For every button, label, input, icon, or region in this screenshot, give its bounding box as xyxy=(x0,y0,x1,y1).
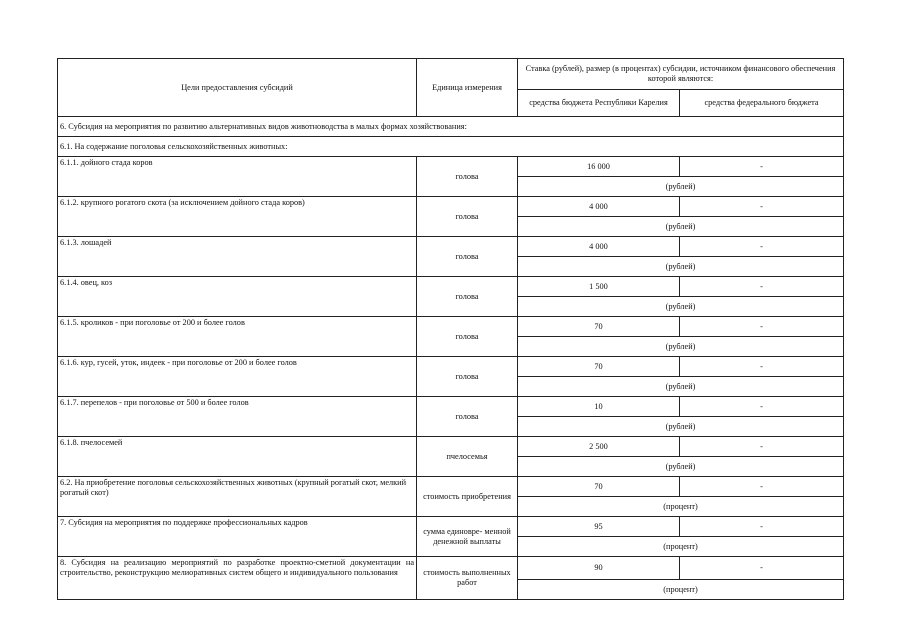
federal-value-cell: - xyxy=(680,277,844,297)
measure-cell: (рублей) xyxy=(518,297,844,317)
federal-value-cell: - xyxy=(680,357,844,377)
unit-cell: голова xyxy=(417,277,518,317)
table-body xyxy=(58,59,844,600)
table-row xyxy=(58,557,844,580)
goal-cell: 7. Субсидия на мероприятия по поддержке профессиональных кадров xyxy=(58,517,417,557)
unit-cell: голова xyxy=(417,397,518,437)
goal-cell: 8. Субсидия на реализацию мероприятий по разработке проектно-сметной документации на строительство, реконструкцию мелиоративных систем общего и индивидуального пользования xyxy=(58,557,417,600)
measure-cell: (рублей) xyxy=(518,417,844,437)
table-row xyxy=(58,517,844,537)
measure-cell: (процент) xyxy=(518,580,844,600)
unit-cell: сумма единовре- менной денежной выплаты xyxy=(417,517,518,557)
regional-value-cell: 70 xyxy=(518,317,680,337)
table-row xyxy=(58,317,844,337)
regional-value-cell: 10 xyxy=(518,397,680,417)
goal-cell: 6.1.8. пчелосемей xyxy=(58,437,417,477)
unit-cell: голова xyxy=(417,197,518,237)
measure-cell: (рублей) xyxy=(518,337,844,357)
table-row xyxy=(58,157,844,177)
unit-cell: стоимость приобретения xyxy=(417,477,518,517)
federal-value-cell: - xyxy=(680,557,844,580)
goal-cell: 6.1.7. перепелов - при поголовье от 500 и более голов xyxy=(58,397,417,437)
measure-cell: (рублей) xyxy=(518,457,844,477)
table-row xyxy=(58,437,844,457)
unit-cell: голова xyxy=(417,237,518,277)
federal-value-cell: - xyxy=(680,517,844,537)
federal-value-cell: - xyxy=(680,237,844,257)
unit-cell: стоимость выполненных работ xyxy=(417,557,518,600)
measure-cell: (рублей) xyxy=(518,377,844,397)
table-row xyxy=(58,237,844,257)
measure-cell: (рублей) xyxy=(518,217,844,237)
regional-value-cell: 2 500 xyxy=(518,437,680,457)
federal-value-cell: - xyxy=(680,317,844,337)
goal-cell: 6.1.2. крупного рогатого скота (за исключением дойного стада коров) xyxy=(58,197,417,237)
header-unit: Единица измерения xyxy=(417,59,518,117)
subsidy-table xyxy=(57,58,844,600)
regional-value-cell: 70 xyxy=(518,357,680,377)
federal-value-cell: - xyxy=(680,157,844,177)
goal-cell: 6.1.3. лошадей xyxy=(58,237,417,277)
table-row xyxy=(58,397,844,417)
header-rate: Ставка (рублей), размер (в процентах) субсидии, источником финансового обеспечения которой являются: xyxy=(518,59,844,90)
measure-cell: (рублей) xyxy=(518,177,844,197)
unit-cell: голова xyxy=(417,317,518,357)
header-goal: Цели предоставления субсидий xyxy=(58,59,417,117)
header-row xyxy=(58,59,844,90)
section-row xyxy=(58,117,844,137)
regional-value-cell: 4 000 xyxy=(518,197,680,217)
regional-value-cell: 95 xyxy=(518,517,680,537)
measure-cell: (процент) xyxy=(518,497,844,517)
table-row xyxy=(58,197,844,217)
regional-value-cell: 90 xyxy=(518,557,680,580)
regional-value-cell: 4 000 xyxy=(518,237,680,257)
goal-cell: 6.1.6. кур, гусей, уток, индеек - при поголовье от 200 и более голов xyxy=(58,357,417,397)
goal-cell: 6.1.5. кроликов - при поголовье от 200 и более голов xyxy=(58,317,417,357)
federal-value-cell: - xyxy=(680,197,844,217)
federal-value-cell: - xyxy=(680,477,844,497)
federal-value-cell: - xyxy=(680,437,844,457)
header-regional: средства бюджета Республики Карелия xyxy=(518,90,680,117)
regional-value-cell: 1 500 xyxy=(518,277,680,297)
section-title: 6. Субсидия на мероприятия по развитию альтернативных видов животноводства в малых формах хозяйствования: xyxy=(58,117,844,137)
section-row xyxy=(58,137,844,157)
section-title: 6.1. На содержание поголовья сельскохозяйственных животных: xyxy=(58,137,844,157)
regional-value-cell: 16 000 xyxy=(518,157,680,177)
federal-value-cell: - xyxy=(680,397,844,417)
unit-cell: пчелосемья xyxy=(417,437,518,477)
goal-cell: 6.2. На приобретение поголовья сельскохозяйственных животных (крупный рогатый скот, мелкий рогатый скот) xyxy=(58,477,417,517)
regional-value-cell: 70 xyxy=(518,477,680,497)
goal-cell: 6.1.4. овец, коз xyxy=(58,277,417,317)
unit-cell: голова xyxy=(417,157,518,197)
header-federal: средства федерального бюджета xyxy=(680,90,844,117)
goal-cell: 6.1.1. дойного стада коров xyxy=(58,157,417,197)
measure-cell: (рублей) xyxy=(518,257,844,277)
unit-cell: голова xyxy=(417,357,518,397)
table-row xyxy=(58,277,844,297)
table-row xyxy=(58,477,844,497)
measure-cell: (процент) xyxy=(518,537,844,557)
table-row xyxy=(58,357,844,377)
